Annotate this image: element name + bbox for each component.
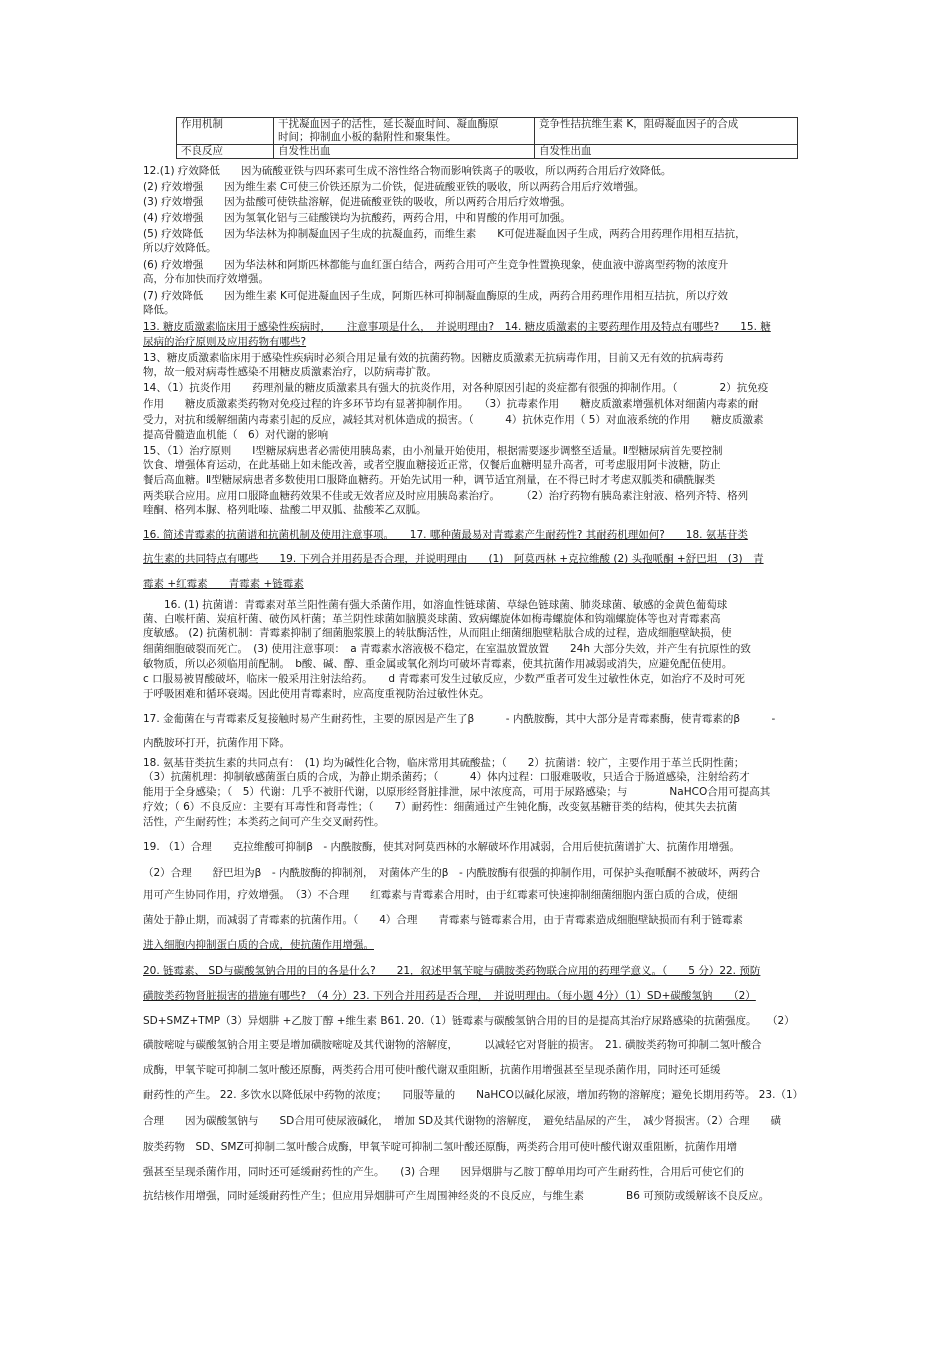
table-cell — [274, 118, 535, 145]
text-line: 13、糖皮质激素临床用于感染性疾病时必须合用足量有效的抗菌药物。因糖皮质激素无抗病毒作用，目前又无有效的抗病毒药 — [143, 352, 724, 364]
text-line: 细菌细胞破裂而死亡。 (3) 使用注意事项： a 青霉素水溶液极不稳定，在室温放置放置 24h 大部分失效，并产生有抗原性的致 — [143, 643, 751, 655]
text-line: 菌处于静止期，而减弱了青霉素的抗菌作用。（ 4）合理 青霉素与链霉素合用，由于青霉素造成细胞壁缺损而有利于链霉素 — [143, 914, 743, 926]
text-line: 18. 氨基苷类抗生素的共同点有： (1) 均为碱性化合物，临床常用其硫酸盐；（ 2）抗菌谱：较广，主要作用于革兰氏阴性菌； — [143, 757, 745, 769]
table-cell: 竞争性拮抗维生素 K，阻碍凝血因子的合成 — [535, 118, 798, 145]
text-line: 胺类药物 SD、SMZ可抑制二氢叶酸合成酶，甲氧苄啶可抑制二氢叶酸还原酶，两类药合用可使叶酸代谢双重阻断，抗菌作用增 — [143, 1141, 738, 1153]
text-line: 强甚至呈现杀菌作用，同时还可延缓耐药性的产生。 (3) 合理 因异烟肼与乙胺丁醇单用均可产生耐药性，合用后可使它们的 — [143, 1166, 744, 1178]
text-line: 16. (1) 抗菌谱：青霉素对革兰阳性菌有强大杀菌作用，如溶血性链球菌、草绿色链球菌、肺炎球菌、敏感的金黄色葡萄球 — [143, 599, 728, 611]
text-line: 餐后高血糖。Ⅱ型糖尿病患者多数使用口服降血糖药。开始先试用一种，调节适宜剂量，在不得已时才考虑双胍类和磺酰脲类 — [143, 474, 716, 486]
text-line: （2）合理 舒巴坦为β - 内酰胺酶的抑制剂， 对菌体产生的β - 内酰胺酶有很强的抑制作用，可保护头孢哌酮不被破坏，两药合 — [143, 867, 761, 879]
text-line: （3）抗菌机理：抑制敏感菌蛋白质的合成，为静止期杀菌药；（ 4）体内过程：口服难吸收，只适合于肠道感染，注射给药才 — [143, 771, 750, 783]
text-line: 14、（1）抗炎作用 药理剂量的糖皮质激素具有强大的抗炎作用，对各种原因引起的炎症都有很强的抑制作用。（ 2）抗免疫 — [143, 382, 769, 394]
table-cell — [274, 145, 535, 159]
text-line: 16. 简述青霉素的抗菌谱和抗菌机制及使用注意事项。 17. 哪种菌最易对青霉素产生耐药性? 其耐药机理如何? 18. 氨基苷类 — [143, 529, 748, 541]
text-line: 于呼吸困难和循环衰竭。因此使用青霉素时，应高度重视防治过敏性休克。 — [143, 688, 490, 700]
text-line: 成酶，甲氧苄啶可抑制二氢叶酸还原酶，两类药合用可使叶酸代谢双重阻断，抗菌作用增强甚至呈现杀菌作用，同时还可延缓 — [143, 1064, 721, 1076]
text-line: (3) 疗效增强 因为盐酸可使铁盐溶解，促进硫酸亚铁的吸收，所以两药合用后疗效增强。 — [143, 196, 571, 208]
text-line: 霉素 +红霉素 青霉素 +链霉素 — [143, 578, 304, 590]
cell-line: 自发性出血 — [278, 145, 331, 157]
text-line: 耐药性的产生。 22. 多饮水以降低尿中药物的浓度； 同服等量的 NaHCO以碱化尿液，增加药物的溶解度；避免长期用药等。 23.（1） — [143, 1089, 804, 1101]
row-label: 作用机制 — [177, 118, 274, 145]
text-line: 合理 因为碳酸氢钠与 SD合用可使尿液碱化， 增加 SD及其代谢物的溶解度， 避免结晶尿的产生， 减少肾损害。（2）合理 磺 — [143, 1115, 782, 1127]
text-line: 19. （1）合理 克拉维酸可抑制β - 内酰胺酶，使其对阿莫西林的水解破坏作用减弱，合用后使抗菌谱扩大、抗菌作用增强。 — [143, 841, 741, 853]
text-line: 饮食、增强体育运动，在此基础上如未能改善，或者空腹血糖接近正常，仅餐后血糖明显升高者，可考虑服用阿卡波糖，防止 — [143, 459, 721, 471]
text-line: 20. 链霉素、 SD与碳酸氢钠合用的目的各是什么? 21．叙述甲氧苄啶与磺胺类药物联合应用的药理学意义。（ 5 分）22. 预防 — [143, 965, 761, 977]
text-line: (7) 疗效降低 因为维生素 K可促进凝血因子生成，阿斯匹林可抑制凝血酶原的生成，两药合用药理作用相互拮抗，所以疗效 — [143, 290, 728, 302]
text-line: 所以疗效降低。 — [143, 242, 217, 254]
text-line: 17. 金葡菌在与青霉素反复接触时易产生耐药性，主要的原因是产生了β - 内酰胺酶，其中大部分是青霉素酶，使青霉素的β - — [143, 713, 776, 725]
text-line: 磺胺类药物肾脏损害的措施有哪些? （4 分）23. 下列合并用药是否合理， 并说明理由。（每小题 4分）（1）SD+碳酸氢钠 （2） — [143, 990, 756, 1002]
text-line: 降低。 — [143, 304, 175, 316]
table-row — [177, 145, 798, 159]
text-line: (4) 疗效增强 因为氢氧化铝与三硅酸镁均为抗酸药，两药合用，中和胃酸的作用可加强。 — [143, 212, 571, 224]
text-line: (5) 疗效降低 因为华法林为抑制凝血因子生成的抗凝血药，而维生素 K可促进凝血因子生成，两药合用药理作用相互拮抗， — [143, 228, 746, 240]
text-line: 进入细胞内抑制蛋白质的合成，使抗菌作用增强。 — [143, 939, 374, 951]
text-line: 磺胺嘧啶与碳酸氢钠合用主要是增加磺胺嘧啶及其代谢物的溶解度， 以减轻它对肾脏的损害。 21. 磺胺类药物可抑制二氢叶酸合 — [143, 1039, 762, 1051]
text-line: 喹酮、格列本脲、格列吡嗪、盐酸二甲双胍、盐酸苯乙双胍。 — [143, 504, 427, 516]
text-line: 菌、白喉杆菌、炭疽杆菌、破伤风杆菌；革兰阴性球菌如脑膜炎球菌、致病螺旋体如梅毒螺旋体和钩端螺旋体等也对青霉素高 — [143, 613, 721, 625]
text-line: 抗生素的共同特点有哪些 19. 下列合并用药是否合理，并说明理由 (1) 阿莫西林 +克拉维酸 (2) 头孢哌酮 +舒巴坦 (3) 青 — [143, 553, 764, 565]
text-line: 敏物质，所以必须临用前配制。 b酸、碱、醇、重金属或氧化剂均可破坏青霉素，使其抗菌作用减弱或消失，应避免配伍使用。 — [143, 658, 733, 670]
text-line: 两类联合应用。应用口服降血糖药效果不佳或无效者应及时应用胰岛素治疗。 （2）治疗药物有胰岛素注射液、格列齐特、格列 — [143, 490, 749, 502]
text-line: 13. 糖皮质激素临床用于感染性疾病时， 注意事项是什么， 并说明理由? 14. 糖皮质激素的主要药理作用及特点有哪些? 15. 糖 — [143, 321, 771, 333]
text-line: 提高骨髓造血机能（ 6）对代谢的影响 — [143, 429, 329, 441]
text-line: 受力，对抗和缓解细菌内毒素引起的反应，减轻其对机体造成的损害。（ 4）抗休克作用（ 5）对血液系统的作用 糖皮质激素 — [143, 414, 764, 426]
text-line: 物，故一般对病毒性感染不用糖皮质激素治疗，以防病毒扩散。 — [143, 366, 437, 378]
table-row — [177, 118, 798, 145]
text-line: 用可产生协同作用，疗效增强。 （3）不合理 红霉素与青霉素合用时，由于红霉素可快速抑制细菌细胞内蛋白质的合成，使细 — [143, 889, 738, 901]
text-line: 高，分布加快而疗效增强。 — [143, 273, 269, 285]
text-line: 12.(1) 疗效降低 因为硫酸亚铁与四环素可生成不溶性络合物而影响铁离子的吸收，所以两药合用后疗效降低。 — [143, 165, 672, 177]
text-line: 作用 糖皮质激素类药物对免疫过程的许多环节均有显著抑制作用。 （3）抗毒素作用 糖皮质激素增强机体对细菌内毒素的耐 — [143, 398, 759, 410]
text-line: (2) 疗效增强 因为维生素 C可使三价铁还原为二价铁，促进硫酸亚铁的吸收，所以两药合用后疗效增强。 — [143, 181, 645, 193]
text-line: 活性，产生耐药性；本类药之间可产生交叉耐药性。 — [143, 816, 385, 828]
cell-line: 时间；抑制血小板的黏附性和聚集性。 — [278, 131, 457, 143]
text-line: c 口服易被胃酸破坏，临床一般采用注射法给药。 d 青霉素可发生过敏反应，少数严重者可发生过敏性休克，如治疗不及时可死 — [143, 673, 745, 685]
row-label: 不良反应 — [177, 145, 274, 159]
text-line: 疗效；（ 6）不良反应：主要有耳毒性和肾毒性；（ 7）耐药性：细菌通过产生钝化酶，改变氨基糖苷类的结构，使其失去抗菌 — [143, 801, 738, 813]
text-line: 15、（1）治疗原则 Ⅰ型糖尿病患者必需使用胰岛素，由小剂量开始使用，根据需要逐步调整至适量。Ⅱ型糖尿病首先要控制 — [143, 445, 723, 457]
table-cell: 自发性出血 — [535, 145, 798, 159]
comparison-table — [176, 117, 798, 159]
text-line: 度敏感。 (2) 抗菌机制：青霉素抑制了细菌胞浆膜上的转肽酶活性，从而阻止细菌细胞壁粘肽合成的过程，造成细胞壁缺损，使 — [143, 627, 732, 639]
text-line: 能用于全身感染；（ 5）代谢：几乎不被肝代谢，以原形经肾脏排泄，尿中浓度高，可用于尿路感染；与 NaHCO合用可提高其 — [143, 786, 771, 798]
cell-line: 干扰凝血因子的活性，延长凝血时间、凝血酶原 — [278, 118, 499, 130]
text-line: (6) 疗效增强 因为华法林和阿斯匹林都能与血红蛋白结合，两药合用可产生竞争性置换现象，使血液中游离型药物的浓度升 — [143, 259, 729, 271]
text-line: 尿病的治疗原则及应用药物有哪些? — [143, 336, 307, 348]
text-line: SD+SMZ+TMP（3）异烟肼 +乙胺丁醇 +维生素 B61. 20.（1）链霉素与碳酸氢钠合用的目的是提高其治疗尿路感染的抗菌强度。 （2） — [143, 1015, 795, 1027]
text-line: 抗结核作用增强，同时延缓耐药性产生；但应用异烟肼可产生周围神经炎的不良反应，与维生素 B6 可预防或缓解该不良反应。 — [143, 1190, 770, 1202]
text-line: 内酰胺环打开，抗菌作用下降。 — [143, 737, 290, 749]
